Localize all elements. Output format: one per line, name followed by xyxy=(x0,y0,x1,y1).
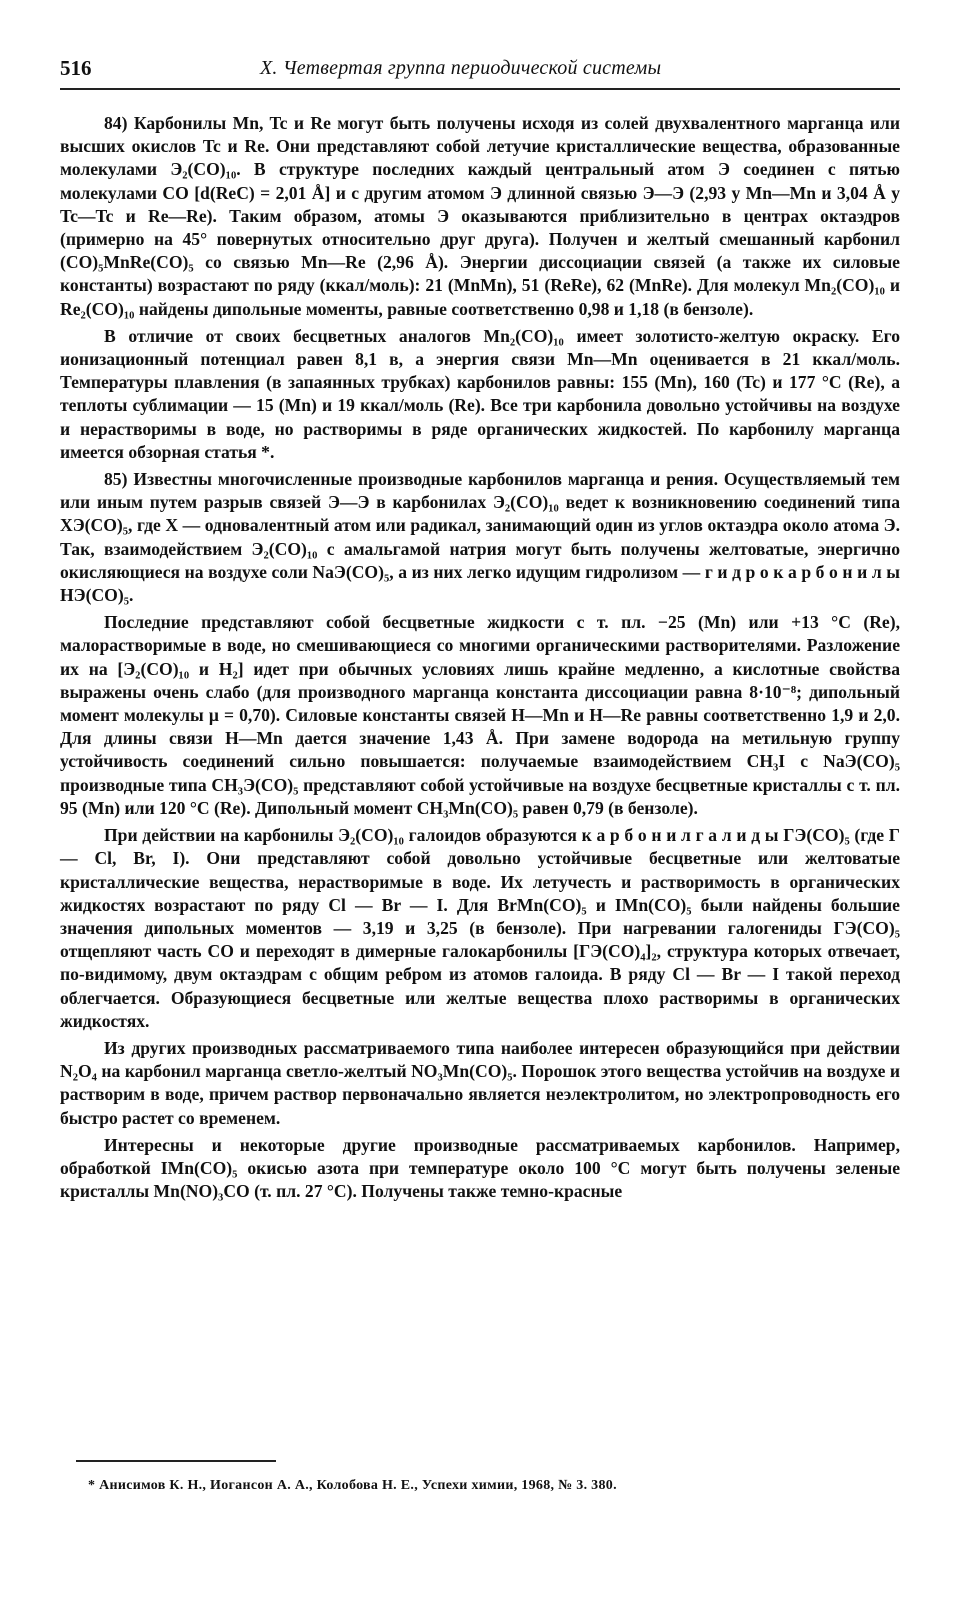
paragraph-85: 85) Известны многочисленные производные карбонилов марганца и рения. Осуществляемый тем или иным путем разрыв связей Э—Э в карбонилах Э₂(CO)₁₀ ведет к возникновению соединений типа XЭ(CO)₅, где X — одновалентный атом или радикал, занимающий один из углов октаэдра около атома Э. Так, взаимодействием Э₂(CO)₁₀ с амальгамой натрия могут быть получены желтоватые, энергично окисляющиеся на воздухе соли NaЭ(CO)₅, а из них легко идущим гидролизом — г и д р о к а р б о н и л ы HЭ(CO)₅. xyxy=(60,469,900,606)
page-header xyxy=(60,56,900,96)
paragraph-other-derivatives: Интересны и некоторые другие производные рассматриваемых карбонилов. Например, обработкой IMn(CO)₅ окисью азота при температуре около 100 °C могут быть получены зеленые кристаллы Mn(NO)₃CO (т. пл. 27 °C). Получены также темно-красные xyxy=(60,1134,900,1202)
paragraph-hydrocarbonyls: Последние представляют собой бесцветные жидкости с т. пл. −25 (Mn) или +13 °C (Re), малорастворимые в воде, но смешивающиеся со многими органическими растворителями. Разложение их на [Э₂(CO)₁₀ и H₂] идет при обычных условиях лишь крайне медленно, а кислотные свойства выражены очень слабо (для производного марганца константа диссоциации равна 8·10⁻⁸; дипольный момент молекулы μ = 0,70). Силовые константы связей H—Mn и H—Re равны соответственно 1,9 и 2,0. Для длины связи H—Mn дается значение 1,43 Å. При замене водорода на метильную группу устойчивость соединений сильно повышается: получаемые взаимодействием CH₃I с NaЭ(CO)₅ производные типа CH₃Э(CO)₅ представляют собой устойчивые на воздухе бесцветные кристаллы с т. пл. 95 (Mn) или 120 °C (Re). Дипольный момент CH₃Mn(CO)₅ равен 0,79 (в бензоле). xyxy=(60,612,900,818)
paragraph-carbonyl-halides: При действии на карбонилы Э₂(CO)₁₀ галоидов образуются к а р б о н и л г а л и д ы ГЭ(CO)₅ (где Г — Cl, Br, I). Они представляют собой довольно устойчивые бесцветные или желтоватые кристаллические вещества, нерастворимые в воде. Их летучесть и растворимость в органических жидкостях возрастают по ряду Cl — Br — I. Для BrMn(CO)₅ и IMn(CO)₅ были найдены большие значения дипольных моментов — 3,19 и 3,25 (в бензоле). При нагревании галогениды ГЭ(CO)₅ отщепляют часть CO и переходят в димерные галокарбонилы [ГЭ(CO)₄]₂, структура которых отвечает, по-видимому, двум октаэдрам с общим ребром из атомов галоида. В ряду Cl — Br — I такой переход облегчается. Образующиеся бесцветные или желтые вещества плохо растворимы в органических жидкостях. xyxy=(60,825,900,1031)
paragraph-mn2co10-color: В отличие от своих бесцветных аналогов Mn₂(CO)₁₀ имеет золотисто-желтую окраску. Его ионизационный потенциал равен 8,1 в, а энергия связи Mn—Mn оценивается в 21 ккал/моль. Температуры плавления (в запаянных трубках) карбонилов равны: 155 (Mn), 160 (Tc) и 177 °C (Re), а теплоты сублимации — 15 (Mn) и 19 ккал/моль (Re). Все три карбонила довольно устойчивы на воздухе и нерастворимы в воде, но растворимы в ряде органических жидкостей. По карбонилу марганца имеется обзорная статья *. xyxy=(60,325,900,462)
page-number: 516 xyxy=(60,56,92,80)
running-head: X. Четвертая группа периодической системы xyxy=(260,57,662,79)
footnote: * Анисимов К. Н., Иогансон А. А., Колобова Н. Е., Успехи химии, 1968, № 3. 380. xyxy=(88,1478,617,1493)
body-text xyxy=(60,112,900,1207)
footnote-rule xyxy=(76,1460,276,1462)
header-rule xyxy=(60,88,900,90)
paragraph-84: 84) Карбонилы Mn, Tc и Re могут быть получены исходя из солей двухвалентного марганца или высших окислов Tc и Re. Они представляют собой летучие кристаллические вещества, образованные молекулами Э₂(CO)₁₀. В структуре последних каждый центральный атом Э соединен с пятью молекулами CO [d(ReC) = 2,01 Å] и с другим атомом Э длинной связью Э—Э (2,93 у Mn—Mn и 3,04 Å у Tc—Tc и Re—Re). Таким образом, атомы Э оказываются приблизительно в центрах октаэдров (примерно на 45° повернутых относительно друг друга). Получен и желтый смешанный карбонил (CO)₅MnRe(CO)₅ со связью Mn—Re (2,96 Å). Энергии диссоциации связей (а также их силовые константы) возрастают по ряду (ккал/моль): 21 (MnMn), 51 (ReRe), 62 (MnRe). Для молекул Mn₂(CO)₁₀ и Re₂(CO)₁₀ найдены дипольные моменты, равные соответственно 0,98 и 1,18 (в бензоле). xyxy=(60,113,900,319)
paragraph-nitrate-derivative: Из других производных рассматриваемого типа наиболее интересен образующийся при действии N₂O₄ на карбонил марганца светло-желтый NO₃Mn(CO)₅. Порошок этого вещества устойчив на воздухе и растворим в воде, причем раствор первоначально является неэлектролитом, но электропроводность его быстро растет со временем. xyxy=(60,1037,900,1128)
